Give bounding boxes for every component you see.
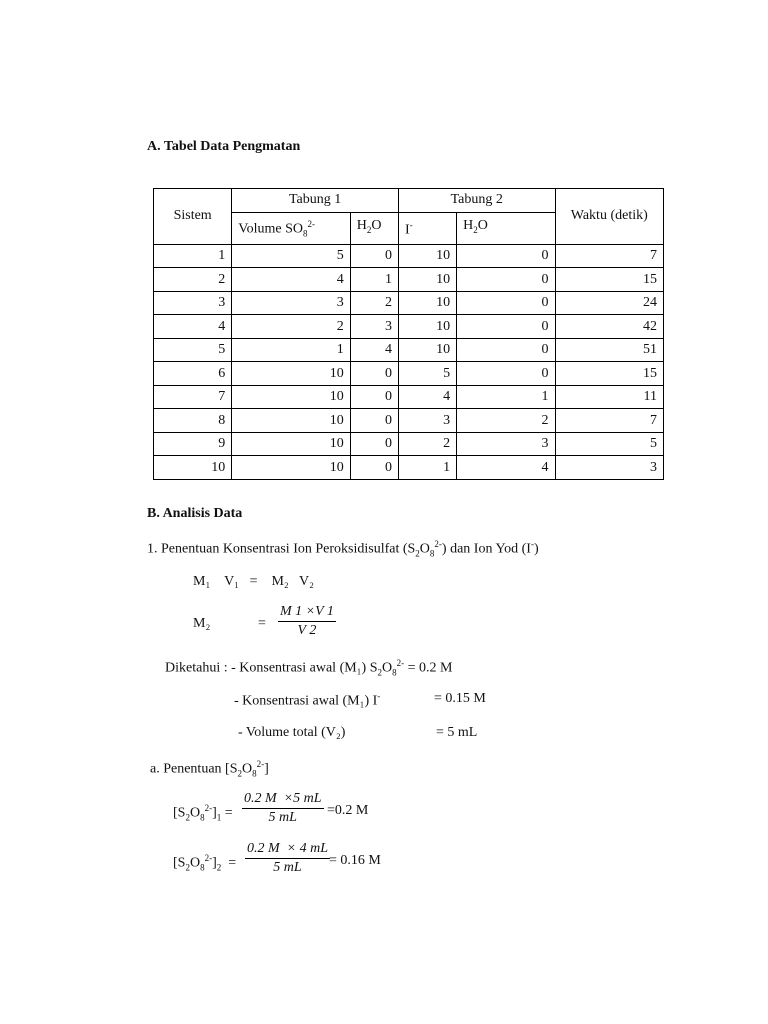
calc-2-denominator: 5 mL [273,860,302,875]
subheader-volume: Volume $SO_8^{2-}$ [232,212,350,244]
cell-h2o-2: 0 [457,268,555,292]
cell-iodide: 1 [398,456,456,480]
cell-h2o-2: 2 [457,409,555,433]
observation-table [153,188,664,480]
cell-sistem: 6 [154,362,232,386]
cell-volume-s2o8: 1 [232,338,350,362]
header-tabung-2: Tabung 2 [398,189,555,213]
fraction-denominator: V 2 [297,623,317,638]
cell-volume-s2o8: 10 [232,362,350,386]
header-sistem: Sistem [154,189,232,245]
cell-waktu: 11 [555,385,663,409]
cell-waktu: 7 [555,244,663,268]
calc-2-fraction [245,841,330,876]
cell-volume-s2o8: 10 [232,385,350,409]
cell-sistem: 5 [154,338,232,362]
equation-m2-equals: = [258,616,266,631]
diketahui-line-3: - Volume total (V₂) [238,725,346,740]
table-header-row [154,189,664,213]
cell-iodide: 10 [398,244,456,268]
cell-sistem: 9 [154,432,232,456]
table-row [154,244,664,268]
cell-h2o-1: 3 [350,315,398,339]
cell-volume-s2o8: 3 [232,291,350,315]
sub-a-heading: a. Penentuan $[S_2O_8^{2-}]$ [150,759,269,779]
cell-sistem: 7 [154,385,232,409]
diketahui-line-1: Diketahui : - Konsentrasi awal (M₁) $S_2O_8^{2-} = 0.2$ M [165,658,453,678]
cell-sistem: 3 [154,291,232,315]
equation-m2-label: M₂ [193,616,211,631]
calc-1-result: =0.2 M [327,803,369,818]
subheader-h2o-2: $H_2O$ [457,212,555,244]
cell-volume-s2o8: 10 [232,409,350,433]
equation-dilution: M₁ V₁ = M₂ V₂ [193,574,315,589]
cell-iodide: 4 [398,385,456,409]
section-a-title: A. Tabel Data Pengmatan [147,139,301,154]
cell-waktu: 24 [555,291,663,315]
table-row [154,362,664,386]
cell-h2o-1: 0 [350,456,398,480]
calc-2-left: $[S_2O_8^{2-}]_2$ = [173,853,237,873]
calc-1-denominator: 5 mL [268,810,297,825]
calc-1-left: $[S_2O_8^{2-}]_1$ = [173,803,233,823]
cell-iodide: 10 [398,291,456,315]
table-row [154,315,664,339]
cell-h2o-1: 0 [350,409,398,433]
diketahui-line-3-value: = 5 mL [436,725,478,740]
cell-waktu: 51 [555,338,663,362]
cell-waktu: 15 [555,362,663,386]
cell-h2o-1: 4 [350,338,398,362]
cell-sistem: 1 [154,244,232,268]
cell-sistem: 8 [154,409,232,433]
cell-h2o-2: 0 [457,315,555,339]
cell-volume-s2o8: 2 [232,315,350,339]
cell-waktu: 7 [555,409,663,433]
subheader-h2o-1: $H_2O$ [350,212,398,244]
cell-h2o-1: 0 [350,385,398,409]
cell-h2o-2: 4 [457,456,555,480]
table-row [154,409,664,433]
calc-2-numerator: 0.2 M × 4 mL [245,841,330,859]
table-row [154,291,664,315]
diketahui-line-2-value: = 0.15 M [434,691,486,706]
calc-1-fraction [242,791,324,826]
cell-h2o-2: 3 [457,432,555,456]
cell-volume-s2o8: 10 [232,456,350,480]
table-row [154,432,664,456]
calc-1-numerator: 0.2 M ×5 mL [242,791,324,809]
cell-iodide: 5 [398,362,456,386]
table-row [154,456,664,480]
table-row [154,268,664,292]
cell-h2o-2: 1 [457,385,555,409]
section-b-title: B. Analisis Data [147,506,243,521]
cell-h2o-1: 0 [350,432,398,456]
cell-iodide: 10 [398,268,456,292]
subheader-iodide: I- [398,212,456,244]
cell-iodide: 3 [398,409,456,433]
cell-h2o-1: 1 [350,268,398,292]
table-row [154,385,664,409]
cell-h2o-1: 0 [350,244,398,268]
diketahui-line-2: - Konsentrasi awal (M₁) I- [234,691,381,709]
cell-sistem: 4 [154,315,232,339]
cell-volume-s2o8: 5 [232,244,350,268]
table-body [154,244,664,479]
cell-h2o-1: 2 [350,291,398,315]
cell-sistem: 2 [154,268,232,292]
cell-sistem: 10 [154,456,232,480]
cell-waktu: 5 [555,432,663,456]
calc-2-result: = 0.16 M [329,853,381,868]
cell-volume-s2o8: 10 [232,432,350,456]
cell-h2o-2: 0 [457,244,555,268]
cell-iodide: 10 [398,315,456,339]
cell-h2o-1: 0 [350,362,398,386]
cell-waktu: 3 [555,456,663,480]
cell-h2o-2: 0 [457,338,555,362]
fraction-numerator: M 1 ×V 1 [278,604,336,622]
header-tabung-1: Tabung 1 [232,189,399,213]
table-row [154,338,664,362]
equation-m2-fraction [278,604,336,639]
cell-waktu: 42 [555,315,663,339]
item-1-heading: 1. Penentuan Konsentrasi Ion Peroksidisulfat $(S_2O_8^{2-})$ dan Ion Yod (I-) [147,539,539,559]
header-waktu: Waktu (detik) [555,189,663,245]
cell-h2o-2: 0 [457,362,555,386]
cell-h2o-2: 0 [457,291,555,315]
cell-iodide: 10 [398,338,456,362]
cell-volume-s2o8: 4 [232,268,350,292]
cell-iodide: 2 [398,432,456,456]
cell-waktu: 15 [555,268,663,292]
